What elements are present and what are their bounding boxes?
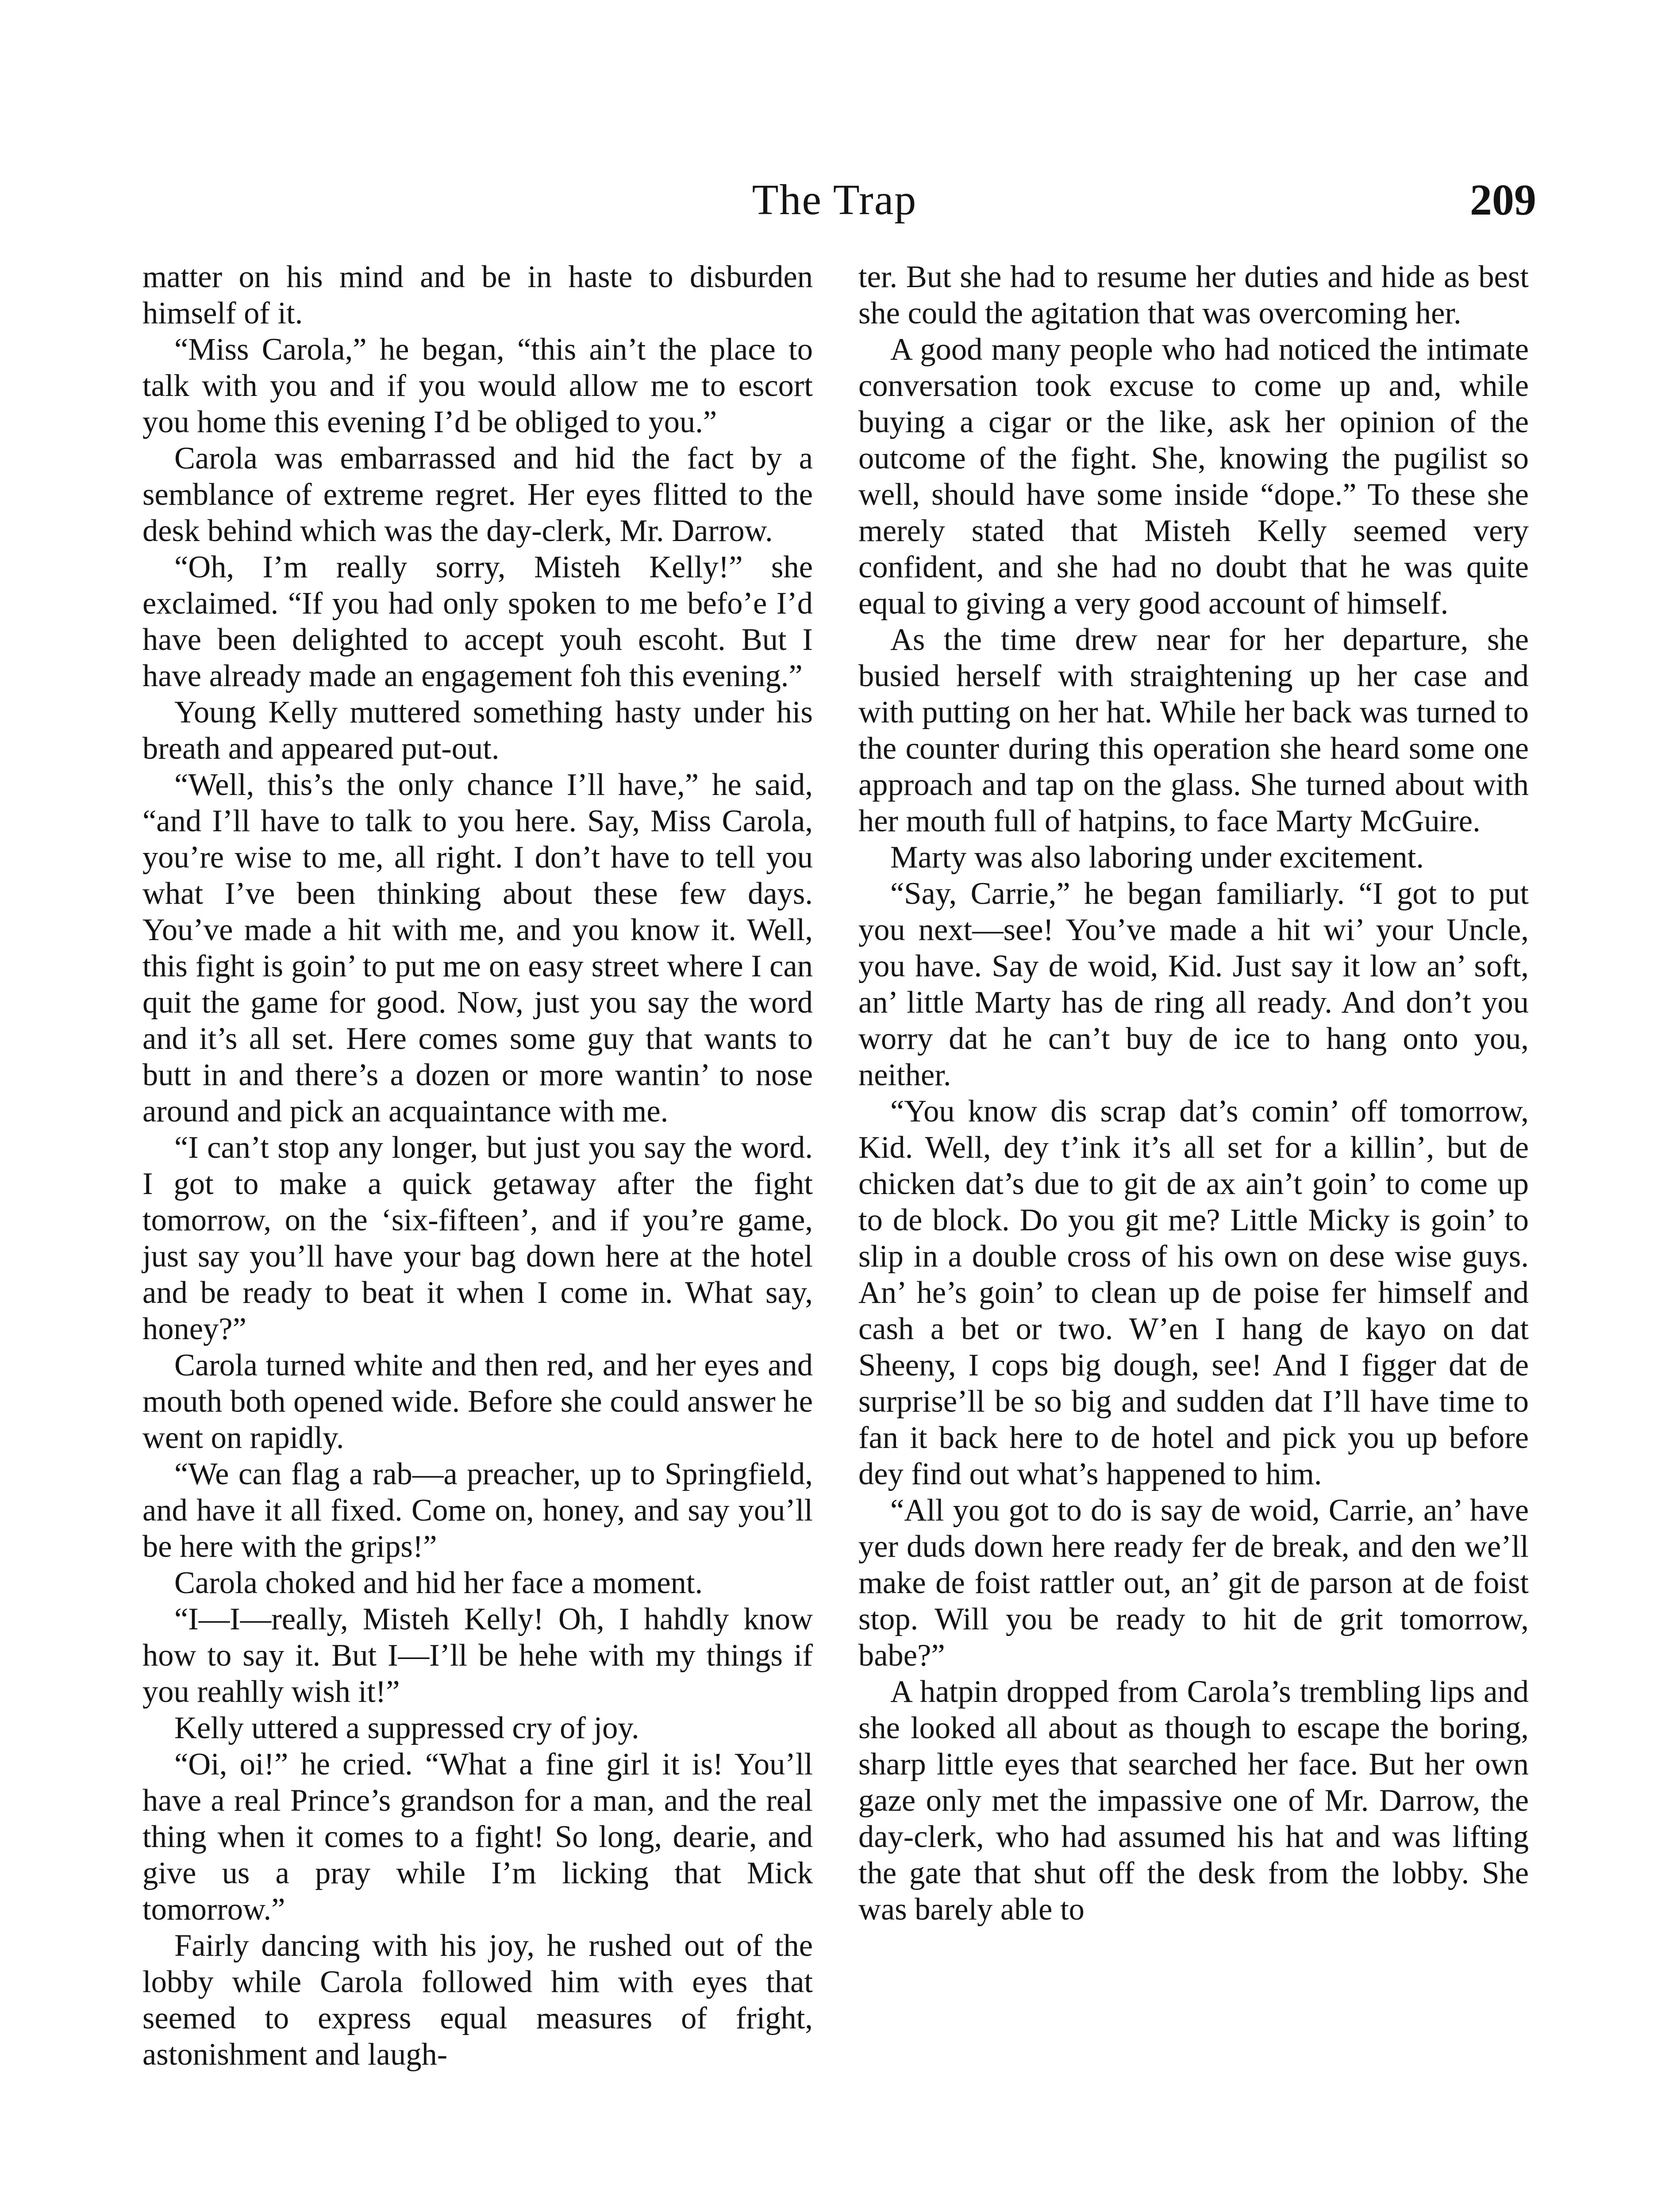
running-head bbox=[0, 173, 1669, 227]
page-number: 209 bbox=[1470, 175, 1536, 224]
paragraph: As the time drew near for her departure, she busied herself with straightening up her case and with putting on her hat. While her back was turned to the counter during this operation she heard some one approach and tap on the glass. She turned about with her mouth full of hatpins, to face Marty McGuire. bbox=[858, 622, 1529, 838]
paragraph: “Miss Carola,” he began, “this ain’t the place to talk with you and if you would allow me to escort you home this evening I’d be obliged to you.” bbox=[142, 332, 813, 439]
paragraph: “Oh, I’m really sorry, Misteh Kelly!” she exclaimed. “If you had only spoken to me befo’e I’d have been delighted to accept youh escoht. But I have already made an engagement foh this evening.” bbox=[142, 550, 813, 693]
paragraph: “Well, this’s the only chance I’ll have,” he said, “and I’ll have to talk to you here. Say, Miss Carola, you’re wise to me, all right. I don’t have to tell you what I’ve been thinking about these few days. You’ve made a hit with me, and you know it. Well, this fight is goin’ to put me on easy street where I can quit the game for good. Now, just you say the word and it’s all set. Here comes some guy that wants to butt in and there’s a dozen or more wantin’ to nose around and pick an acquaintance with me. bbox=[142, 768, 813, 1129]
paragraph: “Say, Carrie,” he began familiarly. “I got to put you next—see! You’ve made a hit wi’ your Uncle, you have. Say de woid, Kid. Just say it low an’ soft, an’ little Marty has de ring all ready. And don’t you worry dat he can’t buy de ice to hang onto you, neither. bbox=[858, 876, 1529, 1092]
paragraph: Fairly dancing with his joy, he rushed out of the lobby while Carola followed him with eyes that seemed to express equal measures of fright, astonishment and laugh- bbox=[142, 1928, 813, 2072]
paragraph: matter on his mind and be in haste to disburden himself of it. bbox=[142, 260, 813, 330]
page-title: The Trap bbox=[752, 176, 917, 224]
paragraph: A good many people who had noticed the intimate conversation took excuse to come up and, while buying a cigar or the like, ask her opinion of the outcome of the fight. She, knowing the pugilist so well, should have some inside “dope.” To these she merely stated that Misteh Kelly seemed very confident, and she had no doubt that he was quite equal to giving a very good account of himself. bbox=[858, 332, 1529, 621]
paragraph: ter. But she had to resume her duties and hide as best she could the agitation that was overcoming her. bbox=[858, 260, 1529, 330]
paragraph: Carola choked and hid her face a moment. bbox=[174, 1566, 703, 1600]
paragraph: “All you got to do is say de woid, Carrie, an’ have yer duds down here ready fer de break, and den we’ll make de foist rattler out, an’ git de parson at de foist stop. Will you be ready to hit de grit tomorrow, babe?” bbox=[858, 1493, 1529, 1673]
right-column bbox=[858, 259, 1529, 1928]
left-column bbox=[142, 259, 813, 2073]
paragraph: Kelly uttered a suppressed cry of joy. bbox=[174, 1711, 639, 1745]
paragraph: Marty was also laboring under excitement. bbox=[890, 840, 1424, 875]
paragraph: Carola turned white and then red, and her eyes and mouth both opened wide. Before she could answer he went on rapidly. bbox=[142, 1348, 813, 1455]
paragraph: A hatpin dropped from Carola’s trembling lips and she looked all about as though to escape the boring, sharp little eyes that searched her face. But her own gaze only met the impassive one of Mr. Darrow, the day-clerk, who had assumed his hat and was lifting the gate that shut off the desk from the lobby. She was barely able to bbox=[858, 1674, 1529, 1927]
paragraph: “Oi, oi!” he cried. “What a fine girl it is! You’ll have a real Prince’s grandson for a man, and the real thing when it comes to a fight! So long, dearie, and give us a pray while I’m licking that Mick tomorrow.” bbox=[142, 1747, 813, 1927]
paragraph: Young Kelly muttered something hasty under his breath and appeared put-out. bbox=[142, 695, 813, 766]
paragraph: “I—I—really, Misteh Kelly! Oh, I hahdly know how to say it. But I—I’ll be hehe with my things if you reahlly wish it!” bbox=[142, 1602, 813, 1709]
paragraph: “We can flag a rab—a preacher, up to Springfield, and have it all fixed. Come on, honey, and say you’ll be here with the grips!” bbox=[142, 1457, 813, 1564]
paragraph: “You know dis scrap dat’s comin’ off tomorrow, Kid. Well, dey t’ink it’s all set for a killin’, but de chicken dat’s due to git de ax ain’t goin’ to come up to de block. Do you git me? Little Micky is goin’ to slip in a double cross of his own on dese wise guys. An’ he’s goin’ to clean up de poise fer himself and cash a bet or two. W’en I hang de kayo on dat Sheeny, I cops big dough, see! And I figger dat de surprise’ll be so big and sudden dat I’ll have time to fan it back here to de hotel and pick you up before dey find out what’s happened to him. bbox=[858, 1094, 1529, 1491]
paragraph: “I can’t stop any longer, but just you say the word. I got to make a quick getaway after the fight tomorrow, on the ‘six-fifteen’, and if you’re game, just say you’ll have your bag down here at the hotel and be ready to beat it when I come in. What say, honey?” bbox=[142, 1130, 813, 1346]
paragraph: Carola was embarrassed and hid the fact by a semblance of extreme regret. Her eyes flitted to the desk behind which was the day-clerk, Mr. Darrow. bbox=[142, 441, 813, 548]
